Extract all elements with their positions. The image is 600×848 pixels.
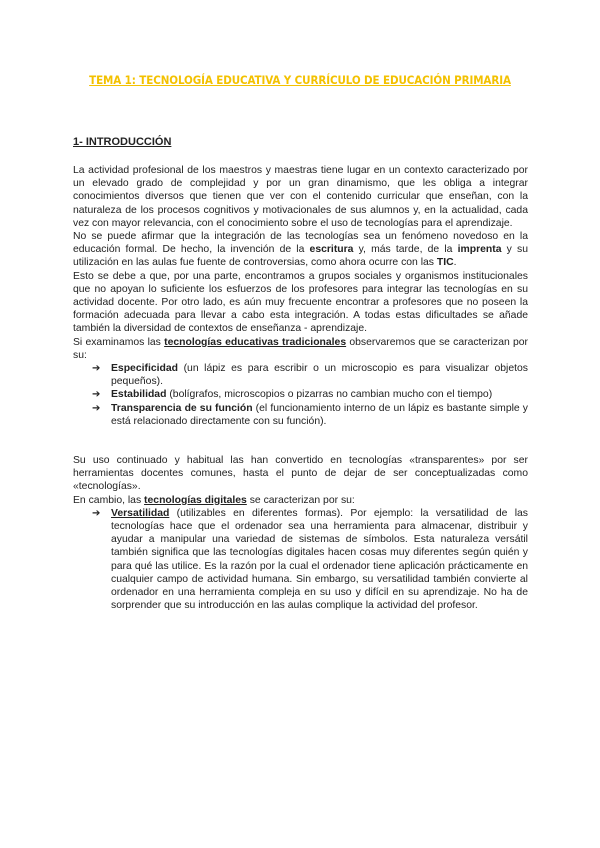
paragraph-gap	[73, 428, 528, 454]
emphasis-escritura: escritura	[309, 244, 354, 256]
list-item	[111, 507, 528, 613]
list-item-text: (bolígrafos, microscopios o pizarras no cambian mucho con el tiempo)	[166, 389, 493, 401]
paragraph-integration	[73, 230, 528, 270]
traditional-tech-list	[73, 362, 528, 428]
emphasis-tic: TIC	[436, 257, 454, 269]
text-run: .	[453, 257, 457, 269]
section-heading: 1- INTRODUCCIÓN	[73, 136, 172, 148]
paragraph-traditional	[73, 336, 528, 362]
text-run: observaremos que se caracterizan por su:	[73, 336, 528, 361]
text-run: se caracterizan por su:	[246, 494, 355, 506]
text-run: No se puede afirmar que la integración de las tecnologías sea un fenómeno novedoso en la educación formal. De hecho, la invención de la	[73, 231, 528, 256]
emphasis-traditional-tech: tecnologías educativas tradicionales	[164, 336, 347, 348]
list-item-term: Transparencia de su función	[111, 402, 253, 414]
text-run: y, más tarde, de la	[353, 244, 458, 256]
list-item-term: Especificidad	[111, 363, 178, 375]
digital-tech-list	[73, 507, 528, 613]
paragraph-difficulties: Esto se debe a que, por una parte, encontramos a grupos sociales y organismos institucionales que no apoyan lo suficiente los esfuerzos de los profesores para integrar las tecnologías en su actividad docente. Por otro lado, es aún muy frecuente encontrar a profesores que no poseen la formación adecuada para llevar a cabo esta integración. A todas estas dificultades se añade también la diversidad de contextos de enseñanza - aprendizaje.	[73, 270, 528, 335]
page-title: TEMA 1: TECNOLOGÍA EDUCATIVA Y CURRÍCULO DE EDUCACIÓN PRIMARIA	[89, 73, 511, 87]
emphasis-imprenta: imprenta	[457, 244, 502, 256]
emphasis-digital-tech: tecnologías digitales	[144, 494, 247, 506]
text-run: En cambio, las	[73, 494, 145, 506]
list-item	[111, 388, 528, 401]
list-item-term: Estabilidad	[111, 389, 167, 401]
list-item	[111, 362, 528, 388]
paragraph-transparent: Su uso continuado y habitual las han convertido en tecnologías «transparentes» por ser herramientas docentes comunes, hasta el punto de dejar de ser conceptualizadas como «tecnologías».	[73, 455, 528, 493]
list-item	[111, 402, 528, 428]
text-run: Si examinamos las	[73, 336, 165, 348]
list-item-term: Versatilidad	[111, 507, 170, 519]
document-body	[73, 164, 528, 613]
text-run: y su utilización en las aulas fue fuente de controversias, como ahora ocurre con las	[73, 244, 528, 269]
paragraph-digital	[73, 494, 528, 507]
list-item-text: (el funcionamiento interno de un lápiz es bastante simple y está relacionado directamente con su función).	[111, 402, 528, 427]
list-item-text: (un lápiz es para escribir o un microscopio es para visualizar objetos pequeños).	[111, 363, 528, 388]
paragraph-intro: La actividad profesional de los maestros y maestras tiene lugar en un contexto caracterizado por un elevado grado de complejidad y por un gran dinamismo, que les obliga a integrar conocimientos diversos que tienen que ver con el contenido curricular que enseñan, con la naturaleza de los procesos cognitivos y motivacionales de sus alumnos y, en la actualidad, cada vez con mayor relevancia, con el conocimiento sobre el uso de tecnologías para el aprendizaje.	[73, 165, 528, 229]
list-item-text: (utilizables en diferentes formas). Por ejemplo: la versatilidad de las tecnologías hace que el ordenador sea una herramienta para almacenar, distribuir y ayudar a manipular una variedad de sistemas de símbolos. Esta naturaleza versátil también significa que las tecnologías digitales hacen cosas muy diferentes según quién y para qué las utilice. Es la razón por la cual el ordenador tiene aplicación prácticamente en cualquier campo de actividad humana. Sin embargo, su versatilidad también convierte al ordenador en una herramienta compleja en su uso y difícil en su aprendizaje. No ha de sorprender que su introducción en las aulas complique la actividad del profesor.	[111, 507, 528, 612]
